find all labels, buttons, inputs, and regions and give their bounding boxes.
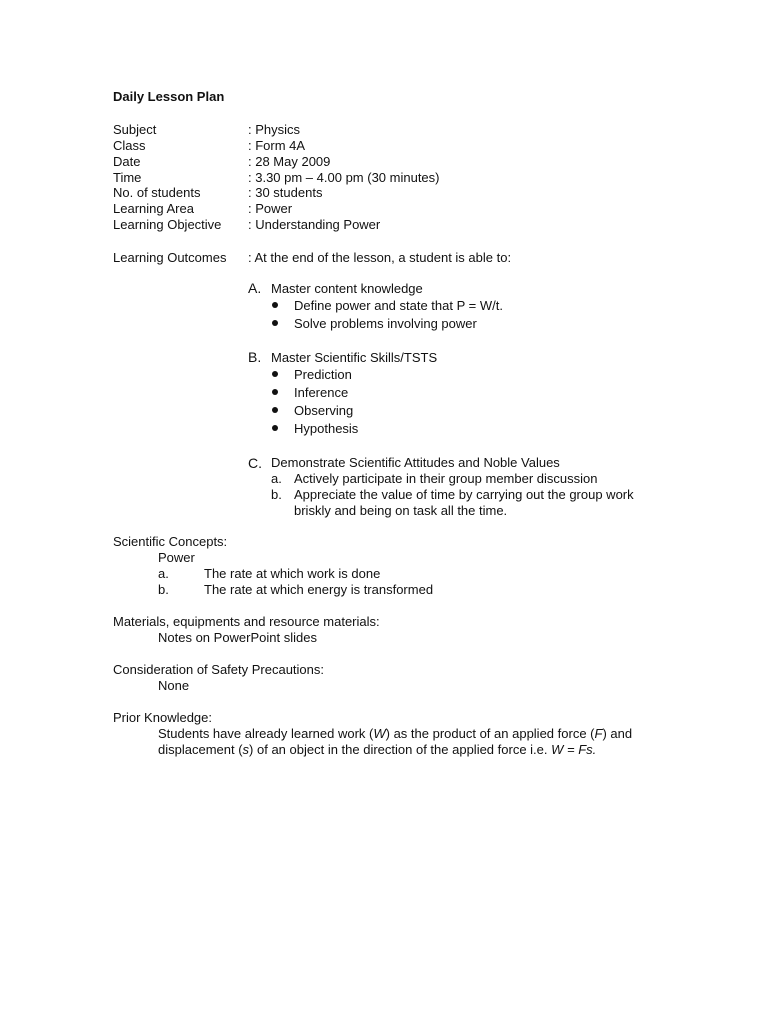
section-b-heading: Master Scientific Skills/TSTS <box>271 350 438 365</box>
scientific-concepts-heading: Scientific Concepts: <box>113 534 228 549</box>
learning-area-value: : Power <box>248 201 293 216</box>
section-c-marker: a. <box>271 471 282 486</box>
students-label: No. of students <box>113 185 201 200</box>
section-a-item: Define power and state that P = W/t. <box>294 298 503 313</box>
concept-marker: b. <box>158 582 169 597</box>
time-label: Time <box>113 170 142 185</box>
prior-knowledge-line-1: Students have already learned work (W) as the product of an applied force (F) and <box>158 726 633 741</box>
section-c-letter: C. <box>248 455 262 471</box>
bullet-icon <box>272 425 278 431</box>
learning-objective-label: Learning Objective <box>113 217 222 232</box>
safety-heading: Consideration of Safety Precautions: <box>113 662 325 677</box>
section-b-item: Prediction <box>294 367 352 382</box>
safety-text: None <box>158 678 190 693</box>
bullet-icon <box>272 389 278 395</box>
subject-label: Subject <box>113 122 157 137</box>
prior-knowledge-line-2: displacement (s) of an object in the direction of the applied force i.e. W = Fs. <box>158 742 597 757</box>
learning-outcomes-intro: : At the end of the lesson, a student is able to: <box>248 250 512 265</box>
date-label: Date <box>113 154 141 169</box>
bullet-icon <box>272 371 278 377</box>
subject-value: : Physics <box>248 122 301 137</box>
students-value: : 30 students <box>248 185 323 200</box>
concept-item: The rate at which energy is transformed <box>204 582 434 597</box>
bullet-icon <box>272 302 278 308</box>
learning-area-label: Learning Area <box>113 201 194 216</box>
class-value: : Form 4A <box>248 138 306 153</box>
section-b-item: Hypothesis <box>294 421 359 436</box>
learning-objective-value: : Understanding Power <box>248 217 381 232</box>
learning-outcomes-label: Learning Outcomes <box>113 250 227 265</box>
materials-text: Notes on PowerPoint slides <box>158 630 317 645</box>
section-b-letter: B. <box>248 349 262 365</box>
bullet-icon <box>272 407 278 413</box>
section-c-item: Actively participate in their group member discussion <box>294 471 598 486</box>
section-c-heading: Demonstrate Scientific Attitudes and Noble Values <box>271 455 560 470</box>
class-label: Class <box>113 138 146 153</box>
concept-marker: a. <box>158 566 169 581</box>
section-c-item: Appreciate the value of time by carrying out the group work <box>294 487 634 502</box>
concept-item: The rate at which work is done <box>204 566 381 581</box>
section-b-item: Inference <box>294 385 349 400</box>
prior-knowledge-heading: Prior Knowledge: <box>113 710 212 725</box>
section-a-heading: Master content knowledge <box>271 281 423 296</box>
section-c-marker: b. <box>271 487 282 502</box>
section-b-item: Observing <box>294 403 354 418</box>
bullet-icon <box>272 320 278 326</box>
section-a-item: Solve problems involving power <box>294 316 477 331</box>
date-value: : 28 May 2009 <box>248 154 331 169</box>
time-value: : 3.30 pm – 4.00 pm (30 minutes) <box>248 170 440 185</box>
section-a-letter: A. <box>248 280 262 296</box>
materials-heading: Materials, equipments and resource materials: <box>113 614 380 629</box>
section-c-item-continued: briskly and being on task all the time. <box>294 503 508 518</box>
scientific-concepts-term: Power <box>158 550 195 565</box>
document-title: Daily Lesson Plan <box>113 89 225 104</box>
